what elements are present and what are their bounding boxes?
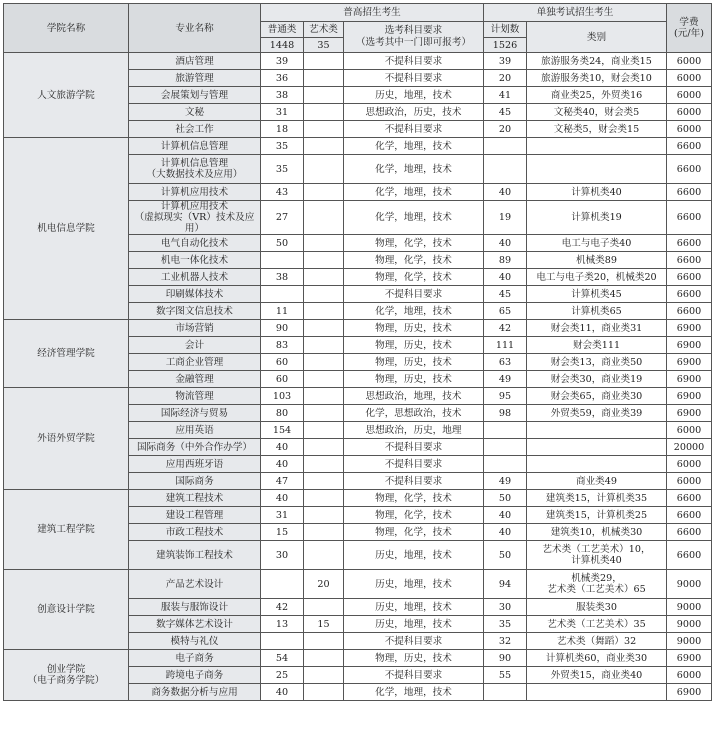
category-cell: 旅游服务类10，财会类10 <box>527 70 667 87</box>
college-name-cell: 创业学院 （电子商务学院） <box>4 650 129 701</box>
plan-count-cell: 19 <box>484 201 527 235</box>
college-name-cell: 人文旅游学院 <box>4 53 129 138</box>
fee-cell: 6600 <box>667 252 712 269</box>
art-count-cell <box>304 507 344 524</box>
category-cell <box>527 155 667 184</box>
art-count-cell <box>304 155 344 184</box>
art-count-cell <box>304 303 344 320</box>
regular-count-cell: 40 <box>261 490 304 507</box>
category-cell: 电工与电子类40 <box>527 235 667 252</box>
plan-count-cell: 40 <box>484 507 527 524</box>
fee-cell: 20000 <box>667 439 712 456</box>
category-cell: 建筑类10，机械类30 <box>527 524 667 541</box>
major-cell: 电气自动化技术 <box>129 235 261 252</box>
fee-cell: 6900 <box>667 405 712 422</box>
regular-count-cell <box>261 286 304 303</box>
fee-cell: 6000 <box>667 70 712 87</box>
header-regular: 普通类 <box>261 22 304 38</box>
fee-cell: 9000 <box>667 570 712 599</box>
plan-count-cell <box>484 422 527 439</box>
subject-req-cell: 不提科目要求 <box>344 53 484 70</box>
category-cell: 财会类111 <box>527 337 667 354</box>
plan-count-cell: 39 <box>484 53 527 70</box>
major-cell: 计算机信息管理 <box>129 138 261 155</box>
category-cell: 艺术类（工艺美术）35 <box>527 616 667 633</box>
subject-req-cell: 不提科目要求 <box>344 667 484 684</box>
category-cell <box>527 456 667 473</box>
category-cell: 商业类49 <box>527 473 667 490</box>
category-cell <box>527 422 667 439</box>
plan-total: 1526 <box>484 38 527 53</box>
fee-cell: 9000 <box>667 616 712 633</box>
plan-count-cell <box>484 456 527 473</box>
subject-req-cell: 物理，历史，技术 <box>344 650 484 667</box>
fee-cell: 6900 <box>667 371 712 388</box>
art-count-cell <box>304 53 344 70</box>
subject-req-cell: 物理，化学，技术 <box>344 235 484 252</box>
category-cell: 艺术类（舞蹈）32 <box>527 633 667 650</box>
plan-count-cell: 42 <box>484 320 527 337</box>
major-cell: 社会工作 <box>129 121 261 138</box>
category-cell: 计算机类65 <box>527 303 667 320</box>
plan-count-cell: 90 <box>484 650 527 667</box>
header-college: 学院名称 <box>4 4 129 53</box>
subject-req-cell: 不提科目要求 <box>344 456 484 473</box>
plan-count-cell: 40 <box>484 524 527 541</box>
regular-count-cell: 43 <box>261 184 304 201</box>
major-cell: 服装与服饰设计 <box>129 599 261 616</box>
fee-cell: 6600 <box>667 286 712 303</box>
regular-count-cell: 31 <box>261 507 304 524</box>
fee-cell: 6600 <box>667 184 712 201</box>
category-cell: 商业类25，外贸类16 <box>527 87 667 104</box>
header-independent-group: 单独考试招生考生 <box>484 4 667 22</box>
college-name-cell: 外语外贸学院 <box>4 388 129 490</box>
category-cell: 艺术类（工艺美术）10， 计算机类40 <box>527 541 667 570</box>
major-cell: 计算机应用技术 <box>129 184 261 201</box>
major-cell: 应用英语 <box>129 422 261 439</box>
fee-cell: 6900 <box>667 388 712 405</box>
table-row <box>4 138 712 155</box>
major-cell: 印刷媒体技术 <box>129 286 261 303</box>
regular-count-cell: 80 <box>261 405 304 422</box>
regular-count-cell: 90 <box>261 320 304 337</box>
major-cell: 建设工程管理 <box>129 507 261 524</box>
table-row <box>4 320 712 337</box>
art-count-cell <box>304 269 344 286</box>
category-cell: 计算机类19 <box>527 201 667 235</box>
regular-count-cell: 40 <box>261 439 304 456</box>
plan-count-cell: 94 <box>484 570 527 599</box>
subject-req-cell: 物理，化学，技术 <box>344 507 484 524</box>
category-cell: 服装类30 <box>527 599 667 616</box>
art-total: 35 <box>304 38 344 53</box>
subject-req-cell: 不提科目要求 <box>344 121 484 138</box>
regular-count-cell: 36 <box>261 70 304 87</box>
art-count-cell <box>304 70 344 87</box>
plan-count-cell: 63 <box>484 354 527 371</box>
regular-count-cell: 60 <box>261 354 304 371</box>
plan-count-cell: 45 <box>484 104 527 121</box>
plan-count-cell: 50 <box>484 541 527 570</box>
plan-count-cell: 32 <box>484 633 527 650</box>
regular-count-cell <box>261 633 304 650</box>
header-major: 专业名称 <box>129 4 261 53</box>
subject-req-cell: 思想政治，地理，技术 <box>344 388 484 405</box>
art-count-cell <box>304 405 344 422</box>
fee-cell: 6000 <box>667 87 712 104</box>
regular-count-cell: 38 <box>261 269 304 286</box>
plan-count-cell <box>484 439 527 456</box>
major-cell: 计算机信息管理 （大数据技术及应用） <box>129 155 261 184</box>
major-cell: 数字媒体艺术设计 <box>129 616 261 633</box>
regular-count-cell: 31 <box>261 104 304 121</box>
subject-req-cell: 不提科目要求 <box>344 439 484 456</box>
plan-count-cell: 95 <box>484 388 527 405</box>
subject-req-cell: 物理，化学，技术 <box>344 252 484 269</box>
subject-req-cell: 思想政治，历史，地理 <box>344 422 484 439</box>
fee-cell: 6600 <box>667 269 712 286</box>
art-count-cell <box>304 235 344 252</box>
art-count-cell <box>304 524 344 541</box>
regular-count-cell <box>261 570 304 599</box>
art-count-cell <box>304 354 344 371</box>
major-cell: 机电一体化技术 <box>129 252 261 269</box>
art-count-cell <box>304 422 344 439</box>
subject-req-cell: 物理，历史，技术 <box>344 337 484 354</box>
regular-count-cell: 38 <box>261 87 304 104</box>
fee-cell: 6600 <box>667 490 712 507</box>
header-fee: 学费 (元/年) <box>667 4 712 53</box>
regular-count-cell: 47 <box>261 473 304 490</box>
plan-count-cell: 41 <box>484 87 527 104</box>
plan-count-cell: 40 <box>484 184 527 201</box>
subject-req-cell: 历史，地理，技术 <box>344 87 484 104</box>
fee-cell: 6600 <box>667 541 712 570</box>
major-cell: 国际商务（中外合作办学） <box>129 439 261 456</box>
plan-count-cell: 49 <box>484 473 527 490</box>
art-count-cell <box>304 684 344 701</box>
table-row <box>4 53 712 70</box>
regular-count-cell: 35 <box>261 138 304 155</box>
art-count-cell <box>304 138 344 155</box>
fee-cell: 6000 <box>667 456 712 473</box>
category-cell: 计算机类60，商业类30 <box>527 650 667 667</box>
regular-count-cell: 15 <box>261 524 304 541</box>
art-count-cell <box>304 439 344 456</box>
subject-req-cell: 物理，历史，技术 <box>344 320 484 337</box>
major-cell: 会展策划与管理 <box>129 87 261 104</box>
regular-count-cell: 42 <box>261 599 304 616</box>
major-cell: 会计 <box>129 337 261 354</box>
fee-cell: 6000 <box>667 121 712 138</box>
major-cell: 数字图文信息技术 <box>129 303 261 320</box>
major-cell: 计算机应用技术 （虚拟现实（VR）技术及应用） <box>129 201 261 235</box>
art-count-cell <box>304 599 344 616</box>
plan-count-cell: 49 <box>484 371 527 388</box>
major-cell: 跨境电子商务 <box>129 667 261 684</box>
subject-req-cell: 物理，化学，技术 <box>344 490 484 507</box>
major-cell: 电子商务 <box>129 650 261 667</box>
art-count-cell <box>304 456 344 473</box>
subject-req-cell: 历史，地理，技术 <box>344 541 484 570</box>
subject-req-cell: 思想政治，历史，技术 <box>344 104 484 121</box>
major-cell: 旅游管理 <box>129 70 261 87</box>
fee-cell: 6000 <box>667 422 712 439</box>
category-cell: 旅游服务类24，商业类15 <box>527 53 667 70</box>
table-row <box>4 490 712 507</box>
fee-cell: 6900 <box>667 684 712 701</box>
major-cell: 工商企业管理 <box>129 354 261 371</box>
plan-count-cell: 20 <box>484 70 527 87</box>
regular-count-cell: 25 <box>261 667 304 684</box>
regular-count-cell: 50 <box>261 235 304 252</box>
subject-req-cell: 不提科目要求 <box>344 286 484 303</box>
category-cell: 建筑类15，计算机类25 <box>527 507 667 524</box>
major-cell: 产品艺术设计 <box>129 570 261 599</box>
fee-cell: 6600 <box>667 303 712 320</box>
college-name-cell: 建筑工程学院 <box>4 490 129 570</box>
fee-cell: 9000 <box>667 599 712 616</box>
subject-req-cell: 化学，思想政治，技术 <box>344 405 484 422</box>
fee-cell: 6600 <box>667 138 712 155</box>
major-cell: 建筑装饰工程技术 <box>129 541 261 570</box>
art-count-cell <box>304 473 344 490</box>
regular-total: 1448 <box>261 38 304 53</box>
category-cell: 机械类89 <box>527 252 667 269</box>
major-cell: 应用西班牙语 <box>129 456 261 473</box>
plan-count-cell: 111 <box>484 337 527 354</box>
category-cell <box>527 138 667 155</box>
category-cell: 财会类30，商业类19 <box>527 371 667 388</box>
regular-count-cell: 39 <box>261 53 304 70</box>
subject-req-cell: 化学，地理，技术 <box>344 155 484 184</box>
fee-cell: 6900 <box>667 337 712 354</box>
regular-count-cell: 11 <box>261 303 304 320</box>
art-count-cell <box>304 337 344 354</box>
college-name-cell: 机电信息学院 <box>4 138 129 320</box>
major-cell: 模特与礼仪 <box>129 633 261 650</box>
subject-req-cell: 物理，历史，技术 <box>344 354 484 371</box>
major-cell: 市场营销 <box>129 320 261 337</box>
plan-count-cell <box>484 138 527 155</box>
category-cell: 计算机类40 <box>527 184 667 201</box>
category-cell: 外贸类15，商业类40 <box>527 667 667 684</box>
regular-count-cell: 103 <box>261 388 304 405</box>
subject-req-cell: 物理，历史，技术 <box>344 371 484 388</box>
fee-cell: 9000 <box>667 633 712 650</box>
major-cell: 物流管理 <box>129 388 261 405</box>
plan-count-cell: 89 <box>484 252 527 269</box>
category-cell: 机械类29， 艺术类（工艺美术）65 <box>527 570 667 599</box>
art-count-cell <box>304 121 344 138</box>
major-cell: 金融管理 <box>129 371 261 388</box>
header-category: 类别 <box>527 22 667 53</box>
category-cell: 财会类13，商业类50 <box>527 354 667 371</box>
subject-req-cell: 不提科目要求 <box>344 473 484 490</box>
fee-cell: 6900 <box>667 354 712 371</box>
subject-req-cell: 历史，地理，技术 <box>344 570 484 599</box>
regular-count-cell: 40 <box>261 456 304 473</box>
category-cell: 财会类65，商业类30 <box>527 388 667 405</box>
category-cell <box>527 439 667 456</box>
plan-count-cell: 35 <box>484 616 527 633</box>
plan-count-cell: 40 <box>484 269 527 286</box>
regular-count-cell: 30 <box>261 541 304 570</box>
art-count-cell <box>304 184 344 201</box>
regular-count-cell: 154 <box>261 422 304 439</box>
major-cell: 国际商务 <box>129 473 261 490</box>
category-cell: 文秘类5，财会类15 <box>527 121 667 138</box>
regular-count-cell <box>261 252 304 269</box>
art-count-cell <box>304 371 344 388</box>
category-cell: 计算机类45 <box>527 286 667 303</box>
fee-cell: 6600 <box>667 524 712 541</box>
art-count-cell: 20 <box>304 570 344 599</box>
major-cell: 工业机器人技术 <box>129 269 261 286</box>
art-count-cell: 15 <box>304 616 344 633</box>
art-count-cell <box>304 650 344 667</box>
art-count-cell <box>304 667 344 684</box>
header-plan-count: 计划数 <box>484 22 527 38</box>
college-name-cell: 经济管理学院 <box>4 320 129 388</box>
subject-req-cell: 不提科目要求 <box>344 70 484 87</box>
subject-req-cell: 物理，化学，技术 <box>344 524 484 541</box>
subject-req-cell: 不提科目要求 <box>344 633 484 650</box>
regular-count-cell: 35 <box>261 155 304 184</box>
category-cell: 电工与电子类20，机械类20 <box>527 269 667 286</box>
subject-req-cell: 化学，地理，技术 <box>344 138 484 155</box>
fee-cell: 6600 <box>667 235 712 252</box>
plan-count-cell: 20 <box>484 121 527 138</box>
regular-count-cell: 83 <box>261 337 304 354</box>
category-cell: 外贸类59，商业类39 <box>527 405 667 422</box>
regular-count-cell: 54 <box>261 650 304 667</box>
regular-count-cell: 60 <box>261 371 304 388</box>
plan-count-cell: 50 <box>484 490 527 507</box>
subject-req-cell: 化学，地理，技术 <box>344 201 484 235</box>
fee-cell: 6900 <box>667 320 712 337</box>
header-subject-req: 选考科目要求 （选考其中一门即可报考） <box>344 22 484 53</box>
art-count-cell <box>304 201 344 235</box>
fee-cell: 6000 <box>667 667 712 684</box>
header-general-group: 普高招生考生 <box>261 4 484 22</box>
subject-req-cell: 化学，地理，技术 <box>344 303 484 320</box>
subject-req-cell: 化学，地理，技术 <box>344 184 484 201</box>
major-cell: 酒店管理 <box>129 53 261 70</box>
subject-req-cell: 化学，地理，技术 <box>344 684 484 701</box>
major-cell: 市政工程技术 <box>129 524 261 541</box>
plan-count-cell: 98 <box>484 405 527 422</box>
category-cell: 文秘类40，财会类5 <box>527 104 667 121</box>
art-count-cell <box>304 541 344 570</box>
fee-cell: 6600 <box>667 201 712 235</box>
subject-req-cell: 历史，地理，技术 <box>344 616 484 633</box>
regular-count-cell: 40 <box>261 684 304 701</box>
fee-cell: 6900 <box>667 650 712 667</box>
fee-cell: 6600 <box>667 507 712 524</box>
art-count-cell <box>304 104 344 121</box>
regular-count-cell: 18 <box>261 121 304 138</box>
header-art: 艺术类 <box>304 22 344 38</box>
fee-cell: 6000 <box>667 473 712 490</box>
plan-count-cell: 65 <box>484 303 527 320</box>
plan-count-cell <box>484 684 527 701</box>
table-row <box>4 388 712 405</box>
plan-count-cell: 30 <box>484 599 527 616</box>
art-count-cell <box>304 633 344 650</box>
subject-req-cell: 历史，地理，技术 <box>344 599 484 616</box>
category-cell: 建筑类15，计算机类35 <box>527 490 667 507</box>
art-count-cell <box>304 87 344 104</box>
table-row <box>4 570 712 599</box>
fee-cell: 6600 <box>667 155 712 184</box>
art-count-cell <box>304 252 344 269</box>
regular-count-cell: 13 <box>261 616 304 633</box>
major-cell: 文秘 <box>129 104 261 121</box>
college-name-cell: 创意设计学院 <box>4 570 129 650</box>
table-row <box>4 650 712 667</box>
art-count-cell <box>304 320 344 337</box>
category-cell: 财会类11，商业类31 <box>527 320 667 337</box>
table-body <box>4 53 712 701</box>
plan-count-cell: 55 <box>484 667 527 684</box>
subject-req-cell: 物理，化学，技术 <box>344 269 484 286</box>
plan-count-cell <box>484 155 527 184</box>
plan-count-cell: 40 <box>484 235 527 252</box>
enrollment-table <box>3 3 712 701</box>
plan-count-cell: 45 <box>484 286 527 303</box>
art-count-cell <box>304 490 344 507</box>
category-cell <box>527 684 667 701</box>
art-count-cell <box>304 286 344 303</box>
fee-cell: 6000 <box>667 104 712 121</box>
fee-cell: 6000 <box>667 53 712 70</box>
major-cell: 商务数据分析与应用 <box>129 684 261 701</box>
major-cell: 国际经济与贸易 <box>129 405 261 422</box>
major-cell: 建筑工程技术 <box>129 490 261 507</box>
regular-count-cell: 27 <box>261 201 304 235</box>
art-count-cell <box>304 388 344 405</box>
